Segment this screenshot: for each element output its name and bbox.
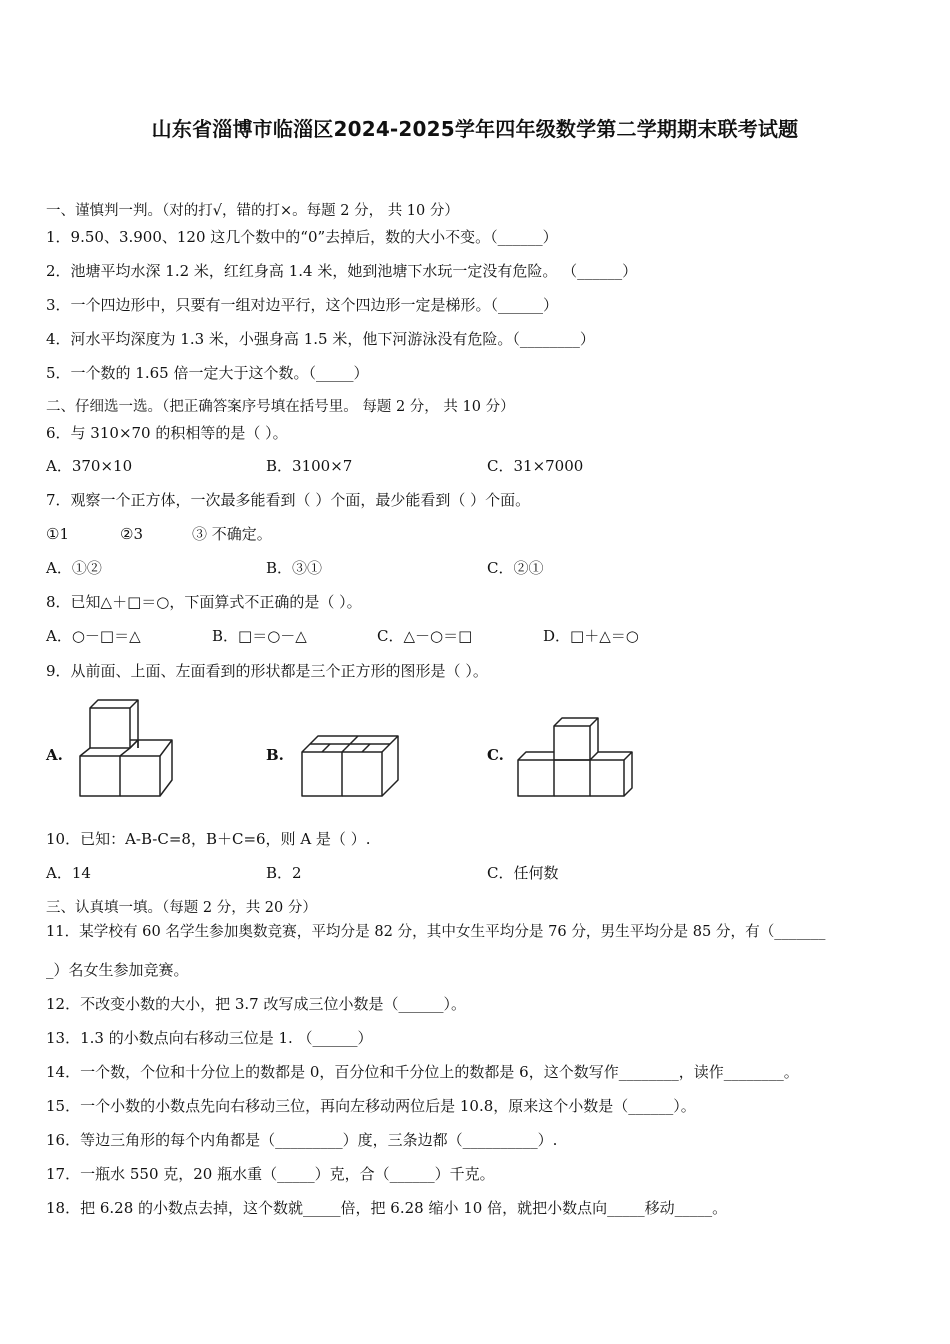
question-7: 7．观察一个正方体，一次最多能看到（ ）个面，最少能看到（ ）个面。	[46, 491, 531, 509]
question-4: 4．河水平均深度为 1.3 米，小强身高 1.5 米，他下河游泳没有危险。（________）	[46, 330, 595, 348]
question-6: 6．与 310×70 的积相等的是（ ）。	[46, 424, 288, 442]
q7-choice-1: ①1	[46, 525, 69, 543]
q9-figure-a-cubes	[76, 692, 186, 802]
section-2-heading: 二、仔细选一选。（把正确答案序号填在括号里。 每题 2 分， 共 10 分）	[46, 399, 515, 415]
q7-option-a: A．①②	[46, 559, 102, 577]
q8-option-c: C．△－○＝□	[377, 627, 473, 645]
question-14: 14．一个数，个位和十分位上的数都是 0，百分位和千分位上的数都是 6，这个数写作________，读作________。	[46, 1063, 799, 1081]
question-12: 12．不改变小数的大小，把 3.7 改写成三位小数是（______）。	[46, 995, 466, 1013]
question-2: 2．池塘平均水深 1.2 米，红红身高 1.4 米，她到池塘下水玩一定没有危险。 （______）	[46, 262, 638, 280]
q6-option-a: A．370×10	[46, 457, 133, 475]
page-title: 山东省淄博市临淄区2024-2025学年四年级数学第二学期期末联考试题	[151, 117, 799, 141]
question-3: 3．一个四边形中，只要有一组对边平行，这个四边形一定是梯形。（______）	[46, 296, 559, 314]
q8-option-b: B．□＝○－△	[212, 627, 307, 645]
q6-option-b: B．3100×7	[266, 457, 353, 475]
q8-option-a: A．○－□＝△	[46, 627, 141, 645]
question-9: 9．从前面、上面、左面看到的形状都是三个正方形的图形是（ ）。	[46, 662, 488, 680]
question-15: 15．一个小数的小数点先向右移动三位，再向左移动两位后是 10.8，原来这个小数是（______）。	[46, 1097, 696, 1115]
question-11-line-1: 11．某学校有 60 名学生参加奥数竞赛，平均分是 82 分，其中女生平均分是 76 分，男生平均分是 85 分，有（_______	[46, 923, 826, 940]
q7-choice-3: ③ 不确定。	[192, 525, 272, 543]
question-1: 1．9.50、3.900、120 这几个数中的“0”去掉后，数的大小不变。（______）	[46, 228, 558, 246]
question-10: 10．已知：A-B-C=8，B＋C=6，则 A 是（ ）.	[46, 830, 371, 848]
q9-figure-b-cubes	[296, 730, 406, 802]
question-17: 17．一瓶水 550 克，20 瓶水重（_____）克，合（______）千克。	[46, 1165, 495, 1183]
question-8: 8．已知△＋□＝○，下面算式不正确的是（ ）。	[46, 593, 362, 611]
question-18: 18．把 6.28 的小数点去掉，这个数就_____倍，把 6.28 缩小 10 倍，就把小数点向_____移动_____。	[46, 1199, 728, 1217]
q10-option-c: C．任何数	[487, 864, 559, 882]
section-3-heading: 三、认真填一填。（每题 2 分，共 20 分）	[46, 900, 317, 916]
question-13: 13．1.3 的小数点向右移动三位是 1. （______）	[46, 1029, 373, 1047]
q10-option-a: A．14	[46, 864, 91, 882]
section-1-heading: 一、谨慎判一判。（对的打√，错的打×。每题 2 分， 共 10 分）	[46, 203, 459, 219]
q8-option-d: D．□＋△＝○	[543, 627, 639, 645]
q9-figure-c-cubes	[514, 712, 639, 804]
q9-label-b: B.	[266, 746, 284, 764]
q10-option-b: B．2	[266, 864, 302, 882]
question-16: 16．等边三角形的每个内角都是（_________）度，三条边都（__________）.	[46, 1131, 558, 1149]
q6-option-c: C．31×7000	[487, 457, 584, 475]
q7-choice-2: ②3	[120, 525, 143, 543]
q9-label-a: A.	[46, 746, 63, 764]
question-5: 5．一个数的 1.65 倍一定大于这个数。（_____）	[46, 364, 369, 382]
q7-option-c: C．②①	[487, 559, 544, 577]
q7-option-b: B．③①	[266, 559, 323, 577]
question-11-line-2: _）名女生参加竞赛。	[46, 961, 189, 979]
q9-label-c: C.	[487, 746, 504, 764]
